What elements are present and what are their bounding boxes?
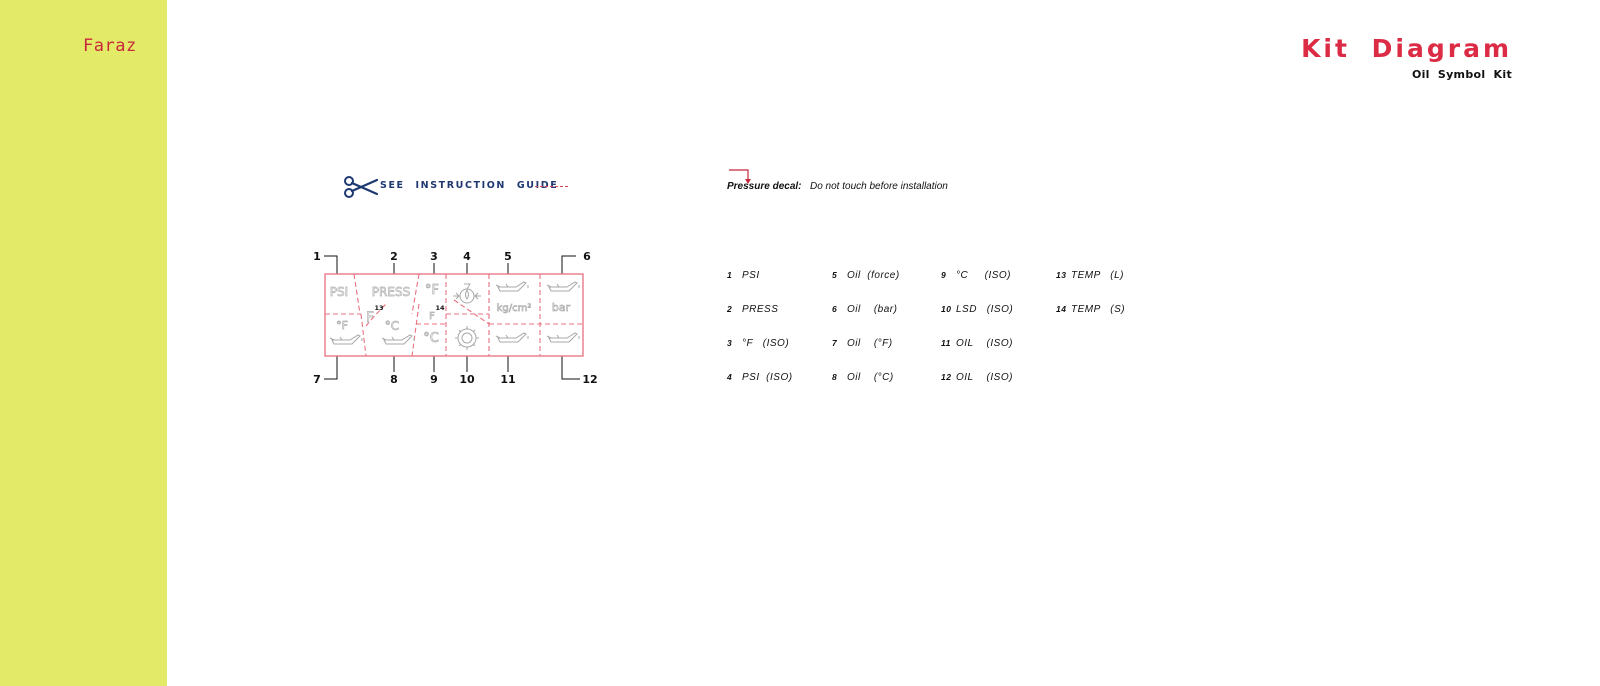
- decal-bar: bar: [551, 301, 571, 314]
- decal-degC-mid: °C: [384, 319, 400, 333]
- oil-pressure-iso-icon: [453, 284, 481, 303]
- legend-item: [727, 372, 793, 383]
- legend-number: 7: [832, 338, 838, 348]
- oil-can-icon-11: [496, 333, 528, 342]
- oil-can-icon-12: [547, 333, 579, 342]
- callout-4: 4: [463, 250, 471, 263]
- legend-item: [832, 372, 894, 383]
- legend-item: [727, 270, 760, 281]
- callout-10: 10: [459, 373, 475, 386]
- callout-12: 12: [582, 373, 598, 386]
- legend-number: 1: [727, 270, 733, 280]
- legend-item: [941, 270, 1011, 281]
- callout-7: 7: [313, 373, 321, 386]
- legend-item: [832, 338, 893, 349]
- decal-degF-top: °F: [425, 283, 439, 298]
- legend-text: Oil (°C): [847, 372, 894, 383]
- decal-kgcm: kg/cm²: [496, 303, 532, 314]
- legend-number: 9: [941, 270, 947, 280]
- decal-degC-bottom: °C: [423, 331, 439, 346]
- legend-item: [727, 338, 789, 349]
- legend-item: [941, 338, 1013, 349]
- legend-text: PSI: [742, 270, 760, 281]
- legend-number: 2: [727, 304, 733, 314]
- cut-line: [535, 186, 568, 187]
- legend-text: Oil (force): [847, 270, 900, 281]
- decal-psi: PSI: [329, 285, 349, 299]
- legend-item: [832, 270, 900, 281]
- legend-item: [832, 304, 897, 315]
- instruction-guide-link[interactable]: SEE INSTRUCTION GUIDE: [380, 180, 559, 191]
- legend-number: 3: [727, 338, 733, 348]
- brand-logo[interactable]: Faraz: [83, 36, 137, 56]
- legend-item: [1056, 304, 1125, 315]
- legend-text: OIL (ISO): [956, 338, 1013, 349]
- kit-diagram: [308, 244, 608, 394]
- legend-number: 8: [832, 372, 838, 382]
- legend-text: OIL (ISO): [956, 372, 1013, 383]
- legend-number: 13: [1056, 270, 1067, 280]
- decal-degF-bottom: °F: [336, 319, 348, 332]
- page-title: Kit Diagram: [1301, 34, 1512, 63]
- decal-temp-large: F: [365, 310, 375, 326]
- legend-number: 5: [832, 270, 838, 280]
- legend-text: Oil (°F): [847, 338, 893, 349]
- legend-text: TEMP (L): [1071, 270, 1124, 281]
- legend-number: 14: [1056, 304, 1067, 314]
- oil-can-icon-7: [330, 335, 362, 344]
- pressure-decal-label: Pressure decal:: [727, 181, 802, 192]
- legend-text: TEMP (S): [1071, 304, 1126, 315]
- legend-item: [1056, 270, 1124, 281]
- legend-text: Oil (bar): [847, 304, 898, 315]
- legend-text: PSI (ISO): [742, 372, 793, 383]
- oil-can-icon-8: [382, 335, 414, 344]
- decal-temp-small: F: [429, 311, 435, 322]
- callout-2: 2: [390, 250, 398, 263]
- callout-11: 11: [500, 373, 516, 386]
- oil-can-icon-6: [547, 282, 579, 291]
- decal-press: PRESS: [371, 285, 411, 299]
- decal-sheet-outline: [325, 274, 583, 356]
- callout-6: 6: [583, 250, 591, 263]
- label-13: 13: [374, 304, 384, 312]
- callout-1: 1: [313, 250, 321, 263]
- callout-5: 5: [504, 250, 512, 263]
- legend-item: [941, 304, 1013, 315]
- callout-3: 3: [430, 250, 438, 263]
- legend-text: °C (ISO): [956, 270, 1011, 281]
- oil-can-icon-5: [496, 282, 528, 291]
- legend-text: °F (ISO): [742, 338, 790, 349]
- legend-item: [727, 304, 778, 315]
- legend-text: LSD (ISO): [956, 304, 1014, 315]
- legend-text: PRESS: [742, 304, 779, 315]
- label-14: 14: [435, 304, 445, 312]
- legend-number: 12: [941, 372, 952, 382]
- pressure-decal-text: Do not touch before installation: [810, 181, 948, 192]
- legend-number: 6: [832, 304, 838, 314]
- callout-8: 8: [390, 373, 398, 386]
- legend-number: 11: [941, 338, 951, 348]
- sidebar: [0, 0, 167, 686]
- callout-9: 9: [430, 373, 438, 386]
- legend-number: 10: [941, 304, 952, 314]
- page-subtitle: Oil Symbol Kit: [1411, 68, 1512, 81]
- scissors-icon: [343, 175, 383, 199]
- legend-number: 4: [727, 372, 733, 382]
- lsd-gear-icon: [455, 326, 479, 350]
- legend-item: [941, 372, 1013, 383]
